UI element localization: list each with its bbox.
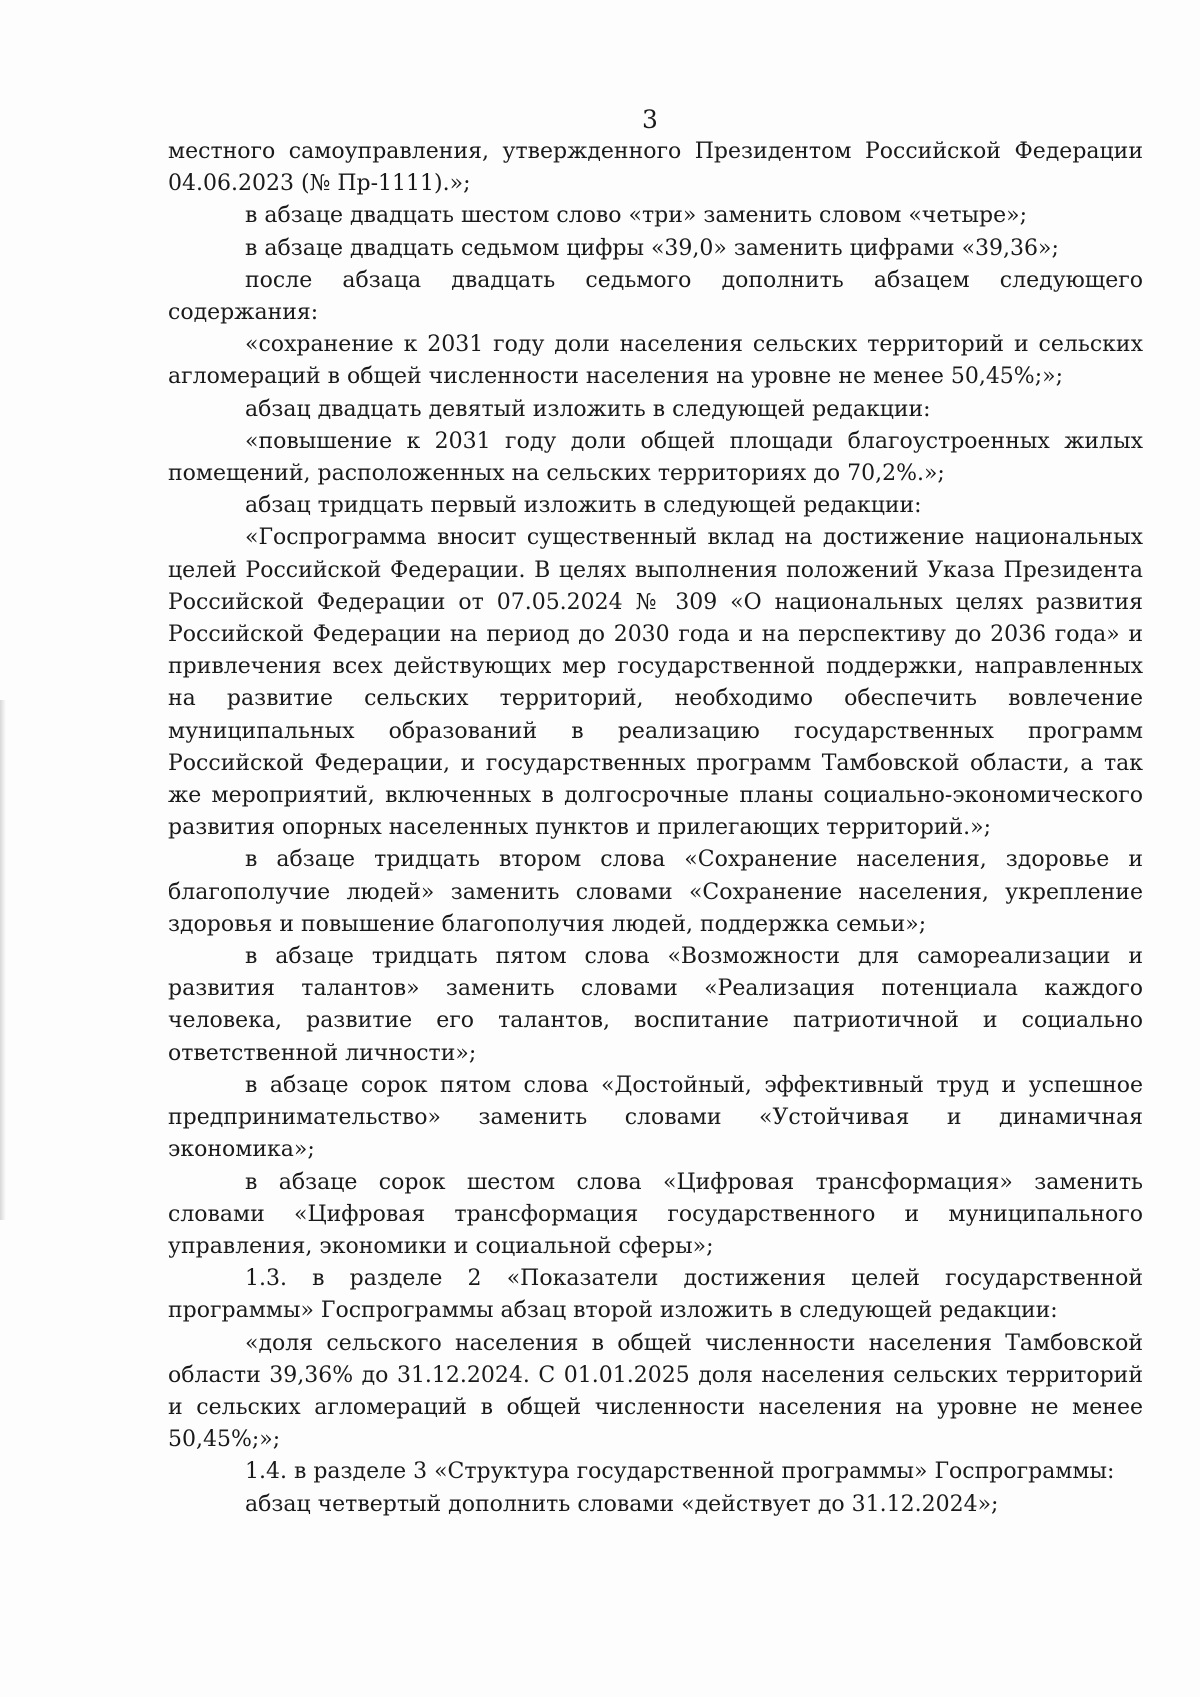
paragraph: «Госпрограмма вносит существенный вклад на достижение национальных целей Российской Федерации. В целях выполнения положений Указа Президента Российской Федерации от 07.05.2024 № 309 «О национальных целях развития Российской Федерации на период до 2030 года и на перспективу до 2036 года» и привлечения всех действующих мер государственной поддержки, направленных на развитие сельских территорий, необходимо обеспечить вовлечение муниципальных образований в реализацию государственных программ Российской Федерации, и государственных программ Тамбовской области, а так же мероприятий, включенных в долгосрочные планы социально-экономического развития опорных населенных пунктов и прилегающих территорий.»; [168, 525, 1143, 841]
paragraph: в абзаце тридцать пятом слова «Возможности для самореализации и развития талантов» заменить словами «Реализация потенциала каждого человека, развитие его талантов, воспитание патриотичной и социально ответственной личности»; [168, 944, 1143, 1066]
paragraph: абзац двадцать девятый изложить в следующей редакции: [245, 396, 931, 422]
page-number: 3 [642, 105, 658, 134]
paragraph: 1.3. в разделе 2 «Показатели достижения целей государственной программы» Госпрограммы абзац второй изложить в следующей редакции: [168, 1266, 1143, 1324]
paragraph: в абзаце тридцать втором слова «Сохранение населения, здоровье и благополучие людей» заменить словами «Сохранение населения, укрепление здоровья и повышение благополучия людей, поддержка семьи»; [168, 847, 1143, 937]
paragraph: 1.4. в разделе 3 «Структура государственной программы» Госпрограммы: [245, 1459, 1115, 1485]
paragraph: в абзаце двадцать седьмом цифры «39,0» заменить цифрами «39,36»; [245, 235, 1059, 261]
paragraph: «сохранение к 2031 году доли населения сельских территорий и сельских агломераций в общей численности населения на уровне не менее 50,45%;»; [168, 332, 1143, 390]
paragraph: абзац тридцать первый изложить в следующей редакции: [245, 493, 922, 519]
document-body [168, 136, 1143, 1521]
paragraph: «доля сельского населения в общей численности населения Тамбовской области 39,36% до 31.12.2024. С 01.01.2025 доля населения сельских территорий и сельских агломераций в общей численности населения на уровне не менее 50,45%;»; [168, 1330, 1143, 1453]
paragraph: в абзаце сорок шестом слова «Цифровая трансформация» заменить словами «Цифровая трансформация государственного и муниципального управления, экономики и социальной сферы»; [168, 1169, 1143, 1259]
paragraph: в абзаце сорок пятом слова «Достойный, эффективный труд и успешное предпринимательство» заменить словами «Устойчивая и динамичная экономика»; [168, 1072, 1143, 1163]
paragraph: абзац четвертый дополнить словами «действует до 31.12.2024»; [245, 1491, 999, 1517]
paragraph: после абзаца двадцать седьмого дополнить абзацем следующего содержания: [168, 267, 1143, 326]
paragraph: в абзаце двадцать шестом слово «три» заменить словом «четыре»; [245, 203, 1027, 229]
paragraph: «повышение к 2031 году доли общей площади благоустроенных жилых помещений, расположенных на сельских территориях до 70,2%.»; [168, 428, 1143, 487]
scan-shadow [0, 700, 6, 1220]
paragraph-continuation: местного самоуправления, утвержденного Президентом Российской Федерации 04.06.2023 (№ Пр-1111).»; [168, 139, 1143, 197]
